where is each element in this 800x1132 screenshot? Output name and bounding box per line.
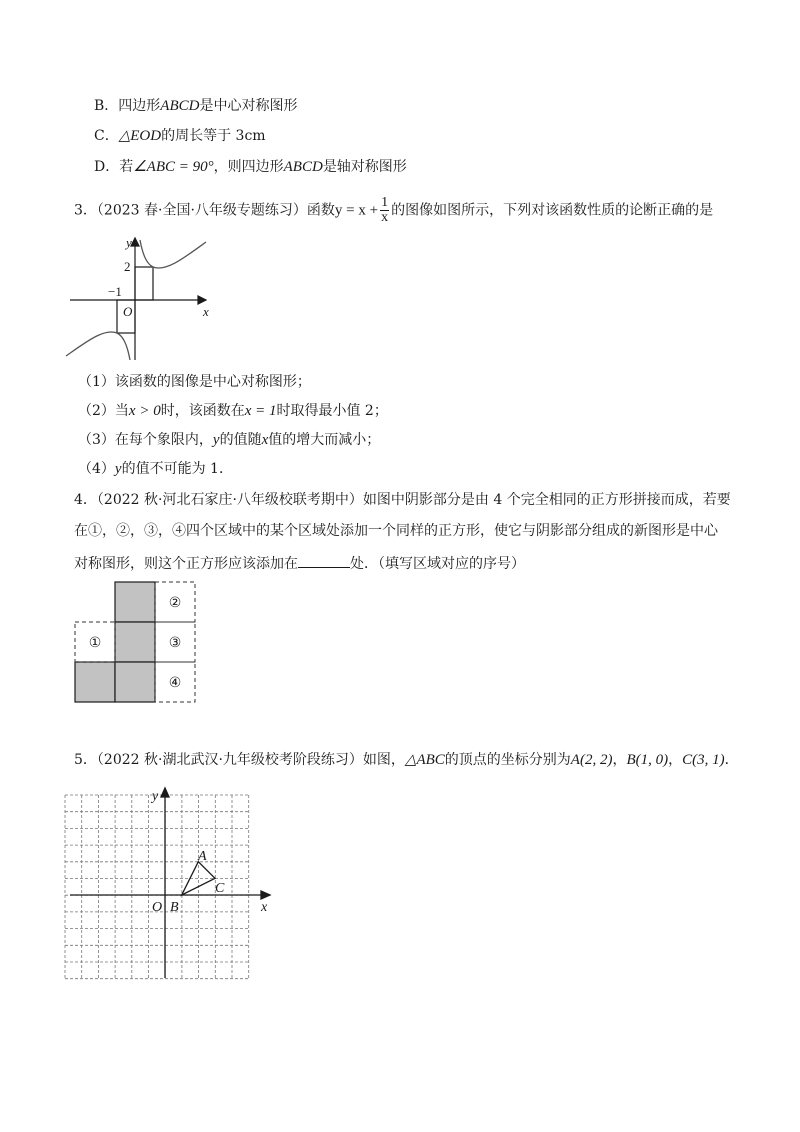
q3-y-label: y [126,235,132,250]
option-d-math2: ABCD [283,159,323,175]
q3-origin-label: O [123,304,133,319]
q3-func-fraction [380,196,389,225]
q4-line-1 [74,490,731,510]
q3-statement-2-math2: x = 1 [244,403,277,419]
option-b-math: ABCD [160,98,200,114]
q3-statement-3-post: 值的增大而减小； [268,432,381,448]
q4-shaded-bottom-right [115,662,155,702]
option-d-math1: ∠ABC = 90° [133,159,214,175]
q3-function-graph [66,234,216,362]
q4-region-4-label: ④ [168,675,182,691]
q4-region-1-label: ① [88,635,102,651]
q5-y-arrow [161,788,169,797]
q4-line-2-text: 在①，②，③，④四个区域中的某个区域处添加一个同样的正方形，使它与阴影部分组成的新图形是中心 [74,523,718,539]
q4-number: 4． [74,492,97,508]
q4-line-3-pre: 对称图形，则这个正方形应该添加在 [74,556,298,572]
option-b-suffix: 是中心对称图形 [199,98,298,114]
q5-sep-1: ， [612,752,627,768]
option-d-suffix: 是轴对称图形 [322,159,407,175]
q3-func-num: 1 [381,195,389,210]
q3-statement-2-pre: （2）当 [78,403,129,419]
option-c-suffix: 的周长等于 3cm [161,128,266,144]
q5-x-label: x [261,900,268,915]
q4-answer-blank[interactable] [298,553,350,568]
q3-stem-rest: 的图像如图所示，下列对该函数性质的论断正确的是 [391,202,714,219]
option-d [94,157,407,177]
q3-label-2: 2 [124,259,131,274]
q4-region-3-label: ③ [168,635,182,651]
q3-statement-2-math1: x > 0 [128,403,161,419]
q5-c-label: C [215,881,225,896]
q3-stem [74,196,713,225]
q5-triangle: △ABC [404,752,445,768]
q3-x-label: x [203,304,209,319]
q5-source: （2022 秋·湖北武汉·九年级校考阶段练习）如图， [96,752,405,768]
q3-statement-3-math1: y [212,432,220,448]
q4-shaded-middle [115,622,155,662]
q5-point-b: B(1, 0) [626,752,669,768]
q5-number: 5． [74,752,97,768]
q3-statement-4-pre: （4） [78,461,115,477]
option-c [94,126,266,146]
q5-y-label: y [152,789,159,804]
q3-statement-2-mid: 时，该函数在 [160,403,245,419]
q4-line-2 [74,521,718,541]
q4-line-1-text: （2022 秋·河北石家庄·八年级校联考期中）如图中阴影部分是由 4 个完全相同的正方形拼接而成，若要 [96,492,731,508]
q5-x-arrow [261,891,270,899]
q4-line-3 [74,553,525,574]
q3-statement-3 [78,430,380,450]
q5-end: ． [724,752,739,768]
q3-number: 3． [74,202,97,219]
q5-stem [74,750,739,770]
q5-coordinate-grid [60,780,280,990]
q5-mid: 的顶点的坐标分别为 [444,752,571,768]
q3-curve-left [66,332,130,360]
q5-point-a: A(2, 2) [570,752,613,768]
q4-shaded-top [115,582,155,622]
option-d-label: D． [94,159,120,175]
q3-statement-1-text: （1）该函数的图像是中心对称图形； [78,374,311,390]
q3-statement-1 [78,372,311,392]
q3-func-lhs: y = x + [334,202,379,219]
option-d-prefix: 若 [119,159,134,175]
option-b [94,96,297,116]
q4-region-2-label: ② [168,595,182,611]
option-c-math: △EOD [118,128,162,144]
q3-func-den: x [381,210,389,225]
q3-statement-3-pre: （3）在每个象限内， [78,432,213,448]
q3-y-arrow [131,238,139,246]
q3-statement-2-post: 时取得最小值 2； [276,403,388,419]
q5-sep-2: ， [668,752,683,768]
q3-source: （2023 春·全国·八年级专题练习）函数 [96,202,335,219]
q5-point-c: C(3, 1) [682,752,725,768]
option-d-mid: ，则四边形 [213,159,284,175]
q3-statement-3-math2: x [261,432,269,448]
q3-curve-right [140,240,206,268]
q4-line-3-post: 处．（填写区域对应的序号） [350,556,525,572]
q5-b-label: B [170,900,179,915]
q3-statement-4-post: 的值不可能为 1． [121,461,233,477]
q3-x-arrow [198,296,206,304]
q5-origin-label: O [152,900,163,915]
option-c-label: C． [94,128,119,144]
option-b-label: B． [94,98,119,114]
q4-shaded-bottom-left [75,662,115,702]
q3-rect-upper [135,267,153,300]
q3-statement-2 [78,401,388,421]
q3-statement-4-math1: y [114,461,122,477]
q3-label-neg1: −1 [108,284,122,299]
q4-squares-figure [74,580,198,704]
q3-statement-4 [78,459,233,479]
q3-statement-3-mid: 的值随 [219,432,262,448]
option-b-prefix: 四边形 [118,98,161,114]
q5-a-label: A [198,849,207,864]
